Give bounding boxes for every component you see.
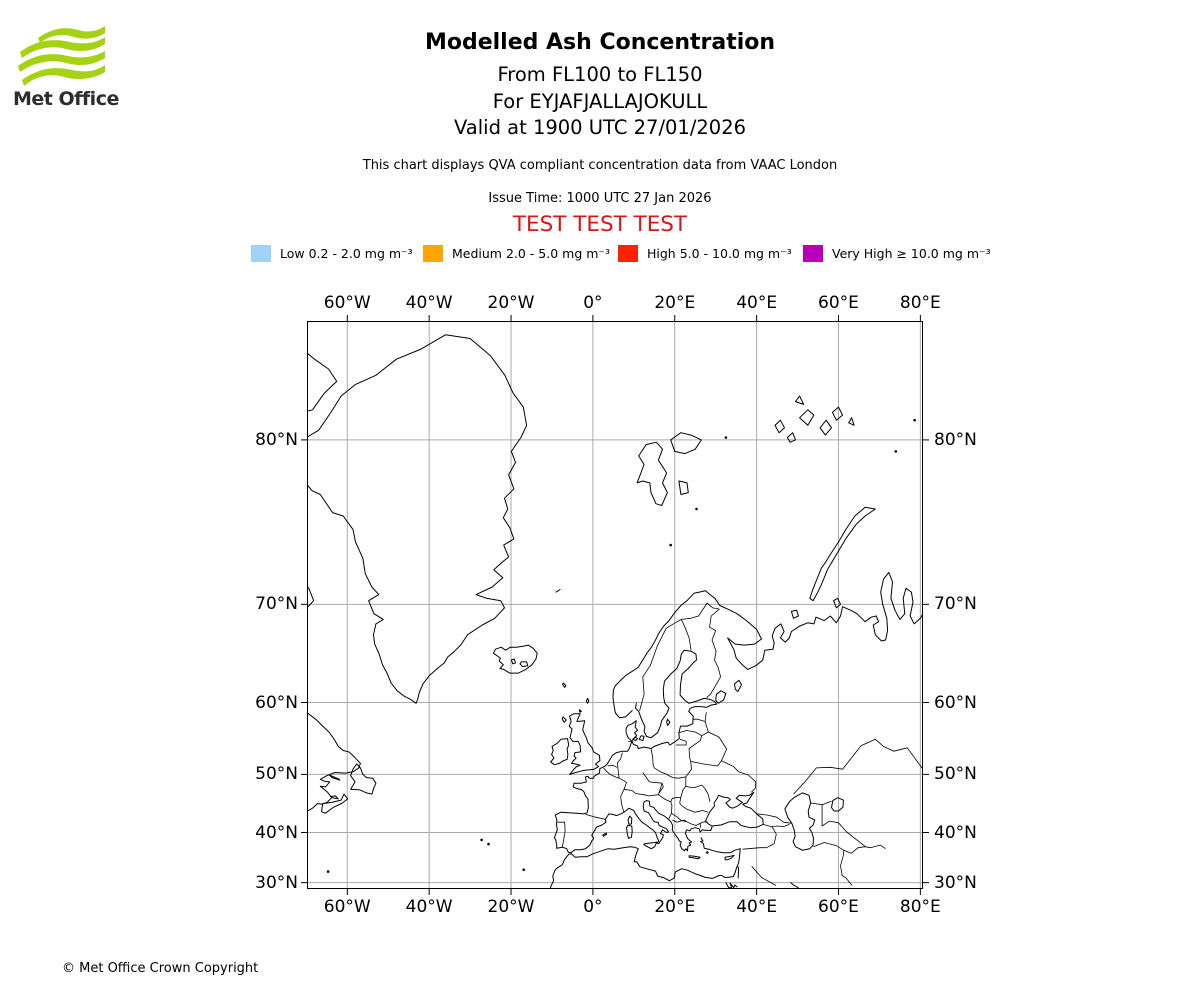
lon-tick-label-top: 20°W	[487, 293, 535, 313]
coast-anticosti	[329, 775, 340, 780]
lon-tick-label-top: 20°E	[654, 293, 696, 313]
coast-langjokull	[511, 659, 515, 664]
border-france-italy-alps	[621, 789, 624, 812]
coast-sardinia	[627, 826, 633, 839]
lat-tick-label-right: 30°N	[934, 872, 977, 893]
border-belarus-russia	[708, 732, 726, 761]
lat-tick-label-left: 30°N	[255, 872, 298, 893]
coast-arctic-canada-2	[302, 511, 307, 528]
coast-vatnajokull	[520, 662, 528, 667]
coast-franz-josef-4	[820, 420, 831, 435]
coast-lake-onega	[735, 680, 742, 691]
islet-madeira	[522, 868, 525, 871]
lon-tick-label-bottom: 0°	[583, 897, 603, 917]
border-estonia	[692, 712, 706, 721]
border-spain-portugal	[557, 822, 565, 847]
lat-tick-label-left: 70°N	[255, 594, 298, 615]
border-romania-serbia-bulgaria	[681, 805, 708, 812]
lat-tick-label-right: 40°N	[934, 822, 977, 843]
coast-great-britain	[569, 714, 600, 775]
coast-labrador-quebec-maine	[302, 709, 360, 813]
border-poland-czech-slovakia	[654, 768, 686, 778]
coast-arctic-canada-1	[302, 454, 307, 473]
coast-crete	[689, 856, 700, 859]
coast-iceland	[493, 645, 537, 673]
issue-time: Issue Time: 1000 UTC 27 Jan 2026	[488, 191, 712, 206]
lat-tick-label-right: 60°N	[934, 692, 977, 713]
coast-orkney	[579, 710, 581, 712]
legend-item-very-high	[803, 244, 991, 262]
lat-tick-label-left: 60°N	[255, 692, 298, 713]
coast-corsica	[628, 816, 632, 824]
border-hungary-romania-ukraine	[658, 777, 685, 802]
border-lithuania-belarus	[689, 736, 702, 762]
coast-ireland	[551, 739, 569, 765]
border-norway-finnmark	[681, 603, 719, 619]
coast-black-sea	[706, 792, 764, 827]
coast-franz-josef-2	[787, 433, 795, 443]
coastlines-group	[302, 335, 924, 890]
lat-tick-label-left: 50°N	[255, 764, 298, 785]
lon-tick-label-top: 60°E	[818, 293, 859, 313]
lon-tick-label-top: 80°E	[899, 293, 941, 313]
coast-faroe	[563, 683, 566, 687]
page-title: Modelled Ash Concentration	[424, 30, 776, 55]
met-office-logo-text: Met Office	[13, 88, 119, 110]
border-turkey-east	[743, 834, 777, 849]
coast-franz-josef-3	[800, 410, 814, 426]
legend-label-low: Low 0.2 - 2.0 mg m⁻³	[280, 245, 413, 261]
lon-tick-label-top: 40°W	[405, 293, 453, 313]
islet-uyedineniya	[895, 450, 898, 453]
border-serbia-bosnia	[669, 802, 672, 819]
lat-tick-label-left: 80°N	[255, 429, 298, 450]
legend-label-medium: Medium 2.0 - 5.0 mg m⁻³	[452, 245, 611, 261]
coast-sinai-gulfs	[726, 883, 737, 888]
lon-tick-label-top: 40°E	[736, 293, 778, 313]
islet-kvitoya	[725, 436, 728, 439]
coast-aral-sea	[832, 798, 844, 811]
coast-spitsbergen	[637, 442, 667, 505]
coast-sicily	[644, 842, 657, 849]
coast-nova-scotia	[322, 794, 348, 813]
ash-concentration-map	[308, 322, 922, 888]
border-france-germany	[618, 769, 627, 790]
border-romania-west	[680, 797, 682, 805]
graticule	[308, 322, 922, 888]
coast-lake-ladoga	[716, 691, 726, 704]
coast-kolguyev	[791, 610, 798, 618]
islet-bermuda	[327, 870, 330, 873]
lon-tick-label-bottom: 20°E	[654, 897, 696, 917]
coast-gotland	[667, 719, 670, 725]
legend-swatch-medium	[423, 245, 443, 262]
subtitle-block	[0, 62, 1200, 142]
coast-nordaustlandet	[671, 433, 702, 454]
border-iran-afghanistan	[841, 855, 853, 885]
subtitle-valid-time: Valid at 1900 UTC 27/01/2026	[453, 116, 747, 139]
coast-edgeoya	[679, 481, 688, 495]
lon-tick-label-bottom: 40°E	[736, 897, 778, 917]
coast-persian-gulf-tip	[791, 883, 799, 888]
border-ukraine-belarus	[691, 761, 722, 766]
subtitle-volcano: For EYJAFJALLAJOKULL	[492, 89, 708, 113]
legend-item-medium	[423, 244, 610, 262]
islet-vize	[913, 419, 916, 422]
coast-shetland	[586, 698, 589, 703]
map-region	[307, 321, 923, 889]
qva-notice: This chart displays QVA compliant concentration data from VAAC London	[362, 158, 838, 173]
lat-tick-label-right: 80°N	[934, 429, 977, 450]
lat-tick-label-left: 40°N	[255, 822, 298, 843]
lon-tick-label-top: 60°W	[323, 293, 371, 313]
border-germany-netherlands	[618, 753, 623, 769]
legend-item-high	[618, 244, 792, 262]
coast-hebrides	[562, 717, 566, 722]
coast-ellesmere	[302, 349, 336, 412]
lat-tick-label-right: 50°N	[934, 764, 977, 785]
subtitle-flight-levels: From FL100 to FL150	[497, 63, 703, 86]
coast-sweden-baltic-europe-med	[554, 650, 716, 853]
border-france-belgium	[604, 768, 620, 778]
lon-tick-label-bottom: 60°E	[818, 897, 859, 917]
coast-mallorca	[603, 833, 607, 836]
border-kazakh-uzbek	[811, 801, 832, 805]
border-belgium-netherlands	[608, 765, 617, 767]
lon-tick-label-bottom: 80°E	[899, 897, 941, 917]
islet-hopen	[695, 508, 698, 511]
border-pyrenees	[586, 814, 607, 819]
border-poland-germany	[651, 749, 654, 768]
coast-franz-josef-5	[832, 407, 842, 420]
coast-franz-josef-6	[849, 418, 854, 426]
coast-franz-josef-7	[796, 396, 804, 404]
copyright-text: © Met Office Crown Copyright	[62, 961, 259, 976]
islet-azores-1	[480, 839, 483, 842]
test-banner: TEST TEST TEST	[512, 212, 688, 237]
lon-tick-label-top: 0°	[583, 293, 603, 313]
lat-tick-label-right: 70°N	[934, 594, 977, 615]
coast-jan-mayen	[556, 590, 560, 593]
coast-newfoundland	[351, 764, 376, 794]
coast-novaya-zemlya	[810, 507, 876, 600]
lon-tick-label-bottom: 40°W	[405, 897, 453, 917]
border-caucasus-south	[763, 824, 789, 826]
border-denmark-germany	[628, 741, 633, 742]
border-iran-turkmen	[814, 843, 844, 856]
legend-label-very-high: Very High ≥ 10.0 mg m⁻³	[832, 245, 991, 261]
legend-label-high: High 5.0 - 10.0 mg m⁻³	[647, 245, 792, 261]
coast-zealand	[639, 736, 644, 741]
border-ukraine-romania-north	[686, 785, 702, 788]
coast-franz-josef-1	[775, 420, 785, 433]
border-russia-kazakhstan	[794, 739, 923, 794]
islet-azores-2	[487, 843, 490, 846]
border-latvia	[679, 722, 708, 736]
border-moldova	[702, 785, 710, 802]
coast-caspian-sea	[785, 793, 815, 850]
border-czech-austria	[649, 782, 662, 783]
legend-swatch-low	[251, 245, 271, 262]
border-sweden-finland	[681, 619, 691, 650]
lon-tick-label-bottom: 60°W	[323, 897, 371, 917]
coast-vaygach	[834, 598, 841, 608]
coast-greenland	[302, 335, 526, 704]
lon-tick-label-bottom: 20°W	[487, 897, 535, 917]
border-ukraine-russia	[721, 761, 755, 793]
border-uzbek-turkmen	[822, 805, 865, 847]
border-finland-russia	[707, 609, 721, 698]
islet-bear-island	[669, 544, 672, 547]
legend-swatch-high	[618, 245, 638, 262]
coast-baffin	[302, 579, 313, 608]
legend-item-low	[251, 244, 413, 262]
border-switzerland-austria-italy	[624, 783, 662, 796]
legend-swatch-very-high	[803, 245, 823, 262]
coast-rhodes	[706, 852, 708, 854]
coast-norway-kola-russia-north	[613, 572, 925, 717]
coast-cyprus	[725, 855, 734, 860]
